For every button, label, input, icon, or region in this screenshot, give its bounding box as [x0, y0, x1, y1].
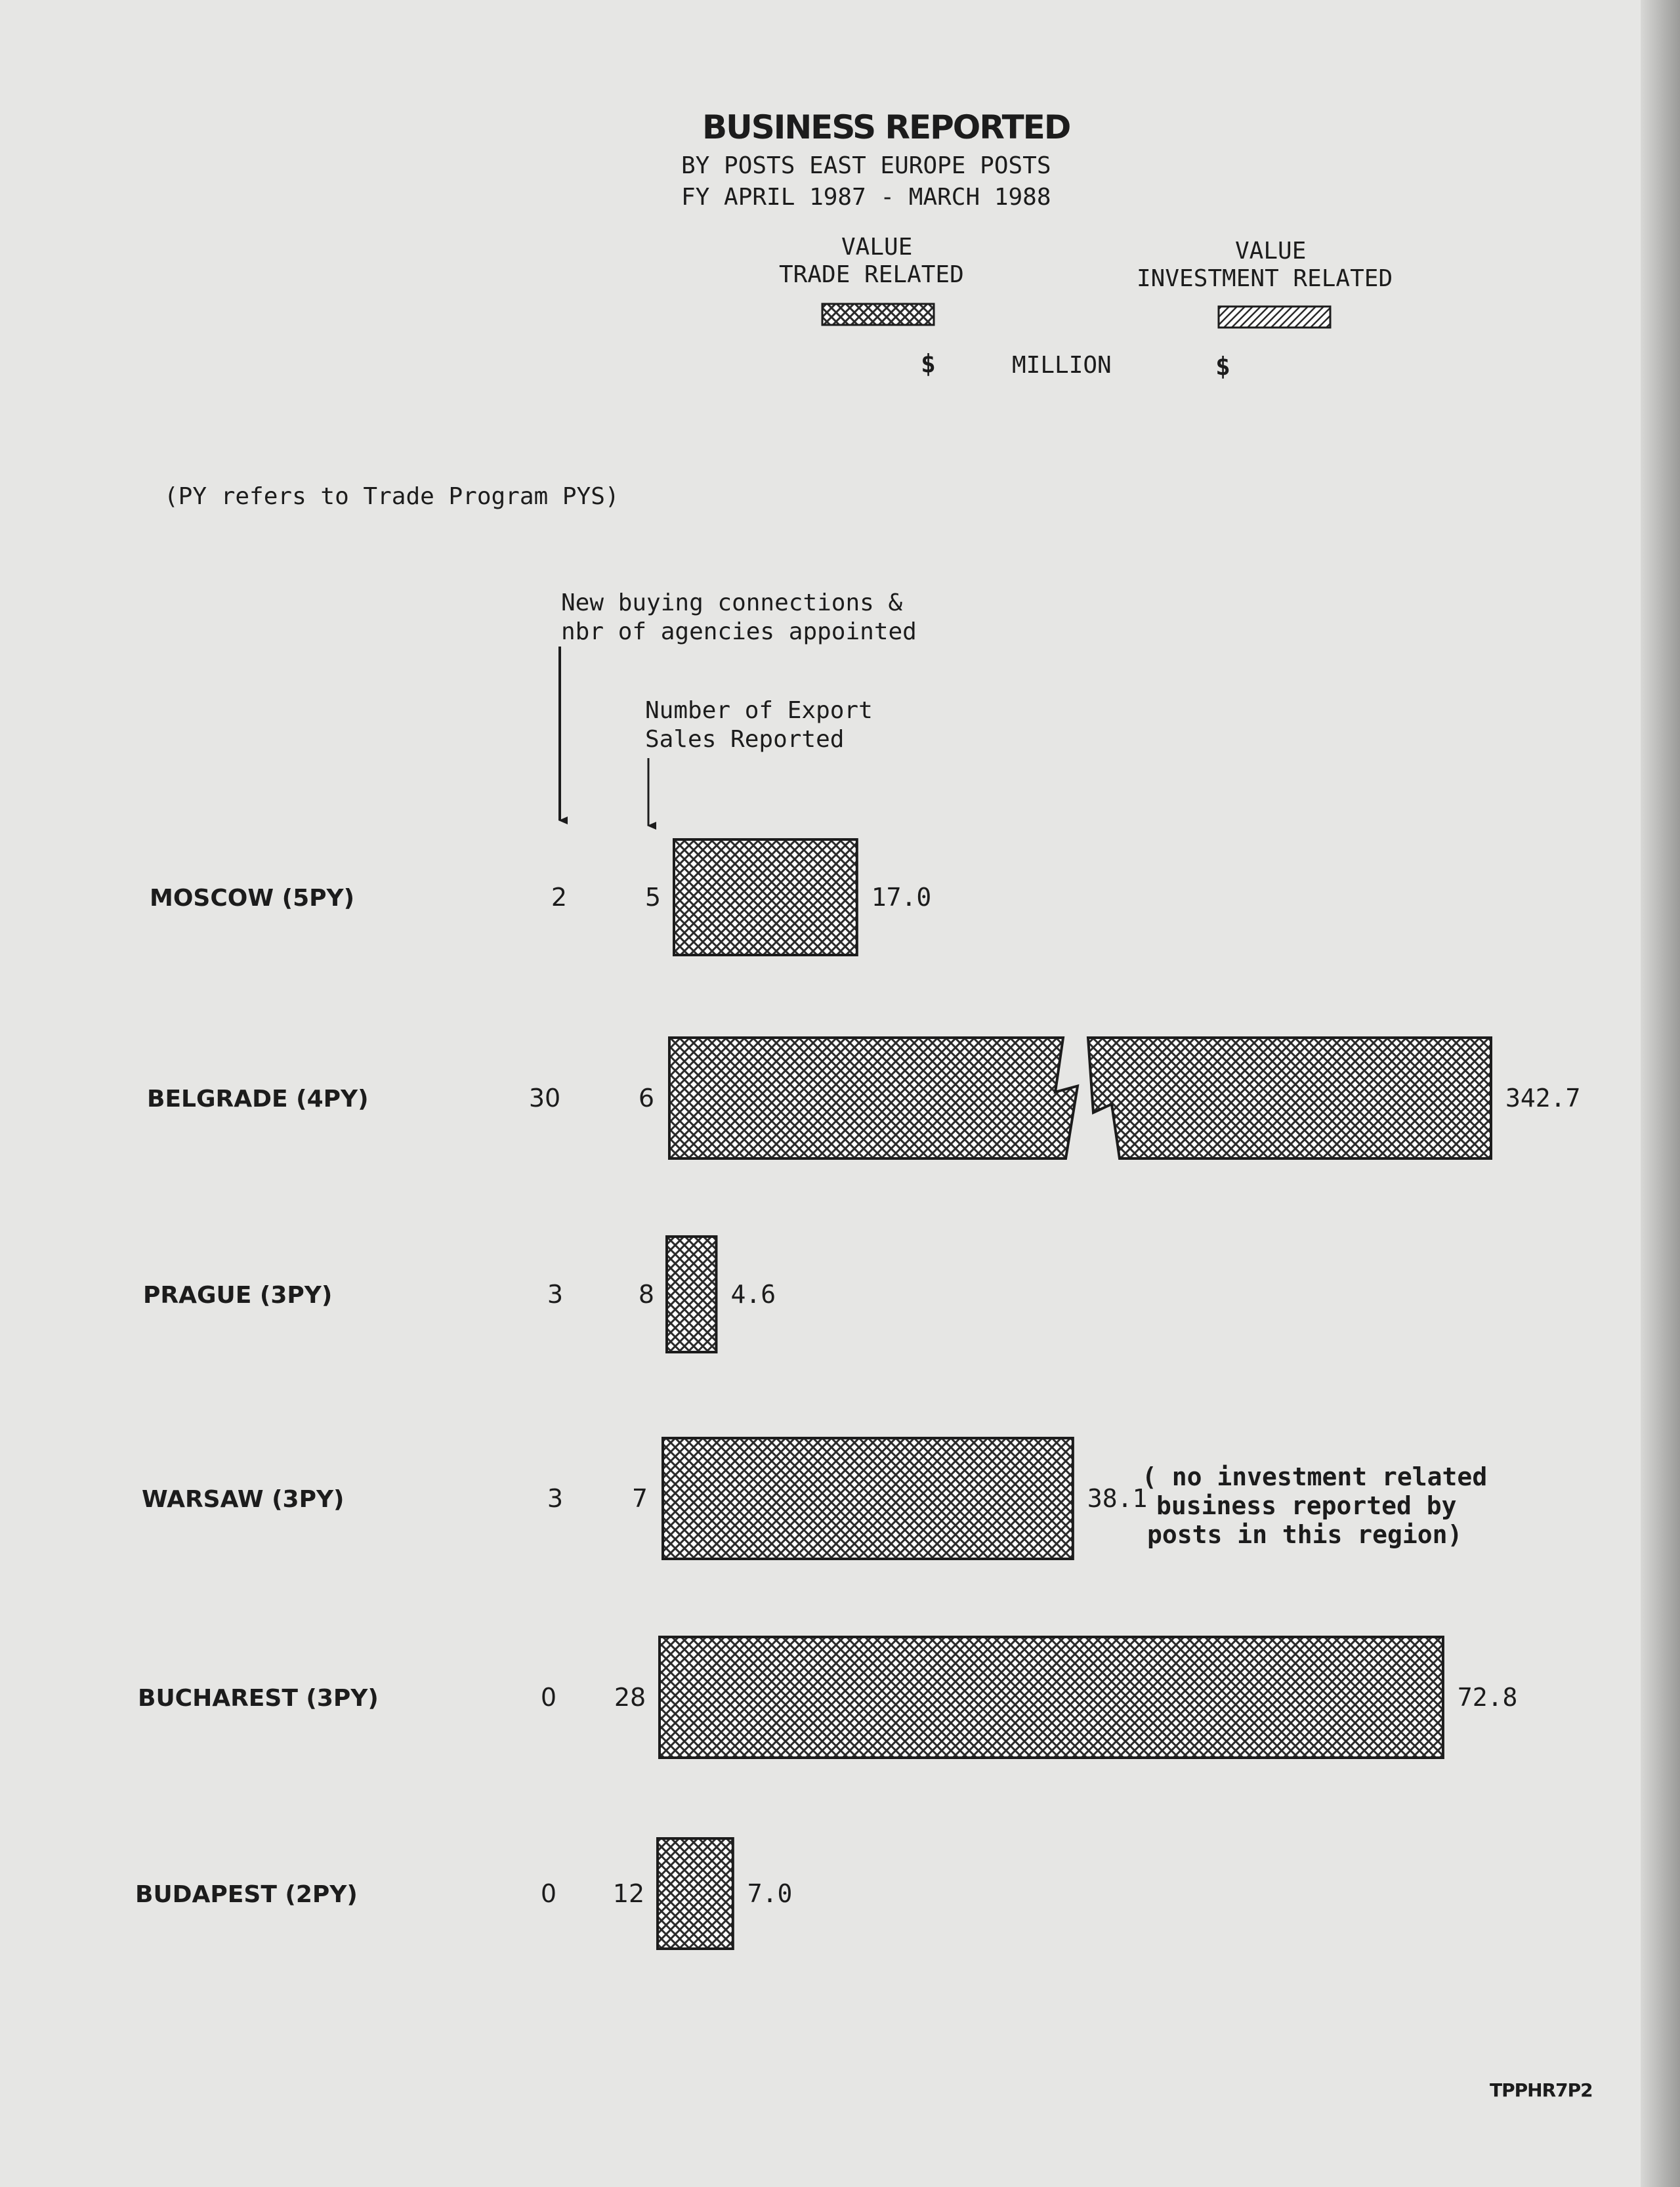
- unit-middle: MILLION: [1012, 352, 1112, 379]
- annotation-line-3: posts in this region): [1147, 1520, 1463, 1549]
- value-label: 342.7: [1505, 1084, 1581, 1113]
- row-moscow-5py: [150, 839, 931, 955]
- row-warsaw-3py: [142, 1438, 1147, 1559]
- value-bar: [663, 1438, 1073, 1559]
- connections-value: 3: [547, 1484, 564, 1513]
- py-note: (PY refers to Trade Program PYS): [164, 483, 620, 510]
- legend-trade-label-line-1: VALUE: [841, 234, 913, 261]
- value-bar: [658, 1838, 733, 1949]
- col-connections-heading-line-2: nbr of agencies appointed: [561, 618, 917, 645]
- connections-value: 0: [540, 1683, 557, 1712]
- unit-left: $: [921, 349, 936, 378]
- category-label: WARSAW (3PY): [142, 1486, 345, 1513]
- value-bar-segment-1: [669, 1038, 1078, 1158]
- sales-value: 8: [638, 1280, 655, 1309]
- row-belgrade-4py: [147, 1038, 1580, 1158]
- page-code: TPPHR7P2: [1490, 2079, 1593, 2101]
- legend-trade-label-line-2: TRADE RELATED: [779, 261, 964, 288]
- unit-right: $: [1215, 352, 1230, 381]
- row-bucharest-3py: [138, 1637, 1517, 1758]
- value-bar: [674, 839, 857, 955]
- legend-swatch-trade: [822, 304, 934, 325]
- legend-investment-label-line-2: INVESTMENT RELATED: [1137, 265, 1393, 292]
- sales-value: 28: [614, 1683, 646, 1712]
- connections-value: 2: [551, 883, 568, 912]
- chart-title: BUSINESS REPORTED: [702, 108, 1070, 146]
- legend-investment-label-line-1: VALUE: [1235, 238, 1307, 265]
- connections-value: 0: [540, 1879, 557, 1908]
- row-prague-3py: [143, 1237, 776, 1352]
- value-label: 38.1: [1087, 1484, 1148, 1513]
- col-sales-heading-line-2: Sales Reported: [645, 726, 845, 753]
- value-label: 17.0: [871, 883, 932, 912]
- category-label: BUDAPEST (2PY): [135, 1881, 358, 1908]
- category-label: BELGRADE (4PY): [147, 1086, 369, 1113]
- value-label: 72.8: [1457, 1683, 1518, 1712]
- category-label: PRAGUE (3PY): [143, 1282, 333, 1309]
- value-label: 4.6: [730, 1280, 776, 1309]
- annotation-line-1: ( no investment related: [1142, 1462, 1488, 1491]
- chart-subtitle-line-2: FY APRIL 1987 - MARCH 1988: [681, 184, 1051, 211]
- category-label: BUCHAREST (3PY): [138, 1685, 379, 1712]
- col-connections-heading-line-1: New buying connections &: [561, 589, 903, 616]
- value-bar: [667, 1237, 716, 1352]
- connections-value: 3: [547, 1280, 564, 1309]
- sales-value: 7: [631, 1484, 648, 1513]
- value-bar: [660, 1637, 1443, 1758]
- chart-subtitle-line-1: BY POSTS EAST EUROPE POSTS: [681, 152, 1051, 179]
- col-sales-heading-line-1: Number of Export: [645, 697, 873, 724]
- connections-value: 30: [528, 1084, 561, 1113]
- value-bar-segment-2: [1088, 1038, 1491, 1158]
- legend-swatch-investment: [1219, 307, 1330, 328]
- row-budapest-2py: [135, 1838, 792, 1949]
- sales-value: 6: [638, 1084, 655, 1113]
- value-label: 7.0: [747, 1879, 793, 1908]
- annotation-line-2: business reported by: [1156, 1491, 1457, 1520]
- category-label: MOSCOW (5PY): [150, 885, 355, 912]
- sales-value: 5: [644, 883, 662, 912]
- sales-value: 12: [612, 1879, 645, 1908]
